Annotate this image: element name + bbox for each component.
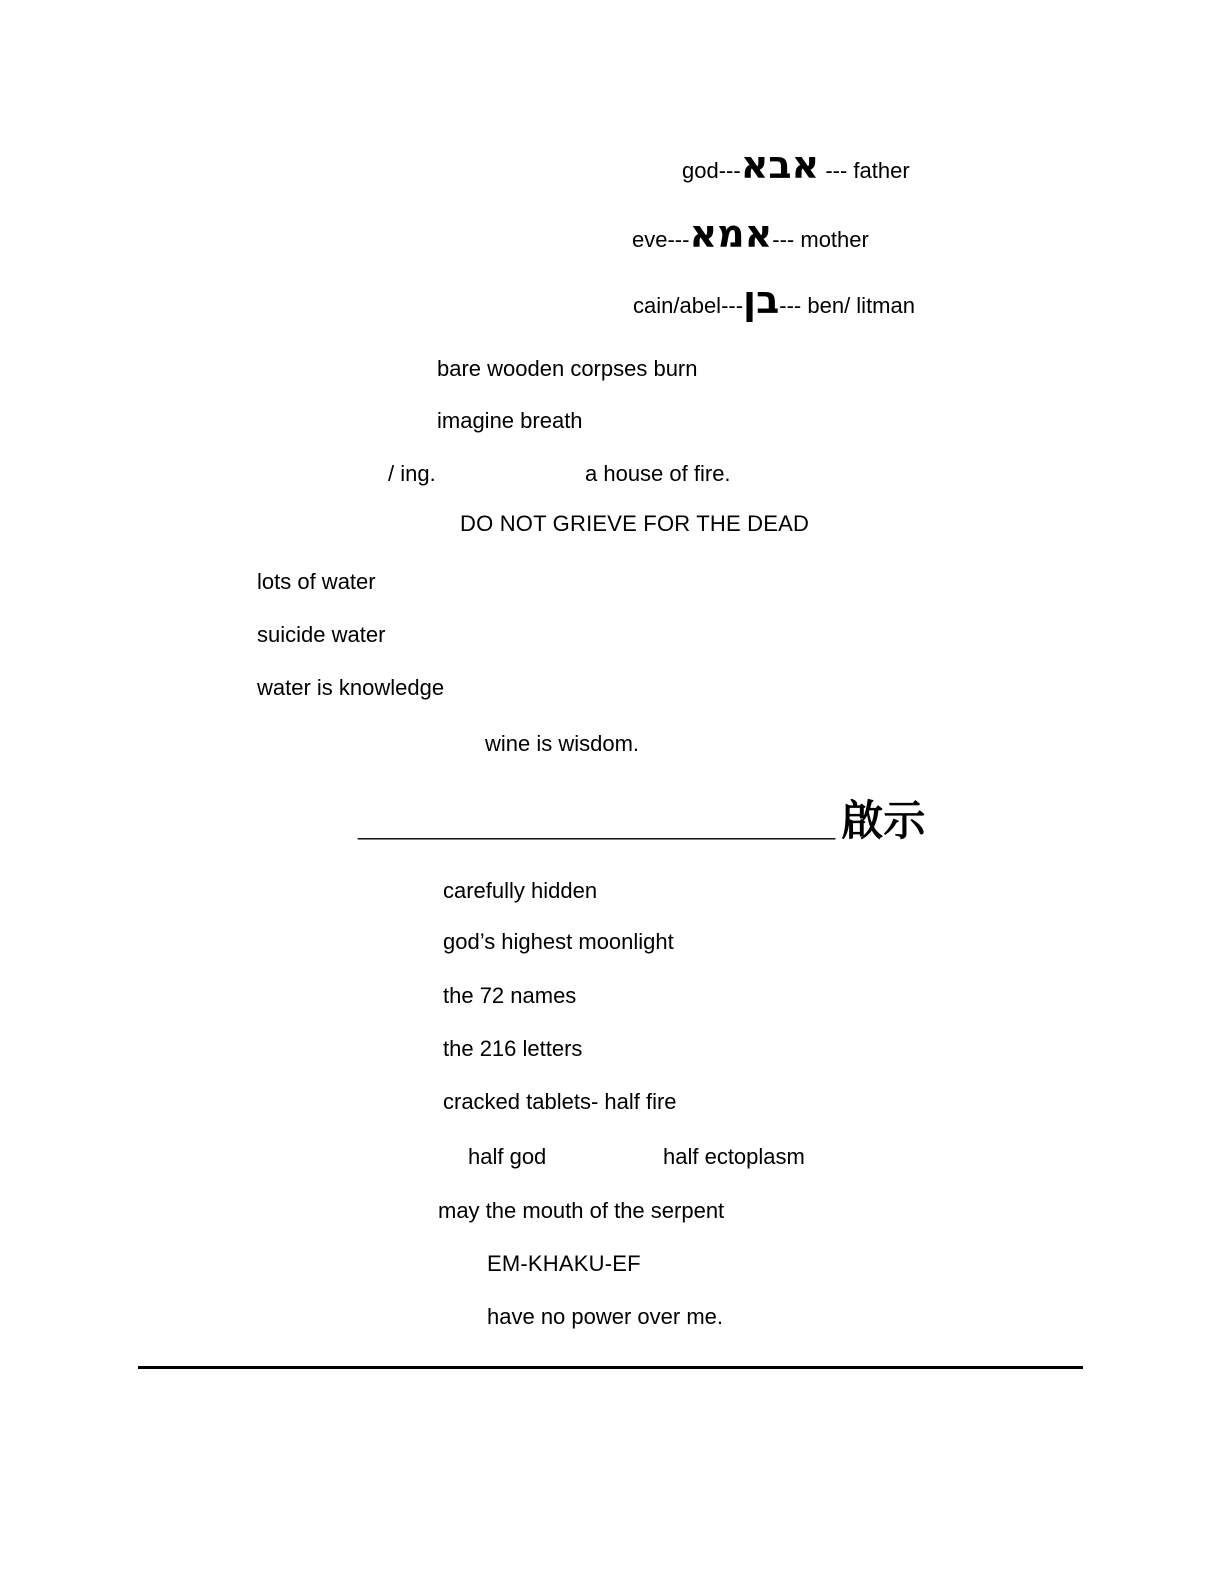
glossary-suffix: --- ben/ litman xyxy=(779,293,915,318)
underscore-rule: _______________________________________ xyxy=(358,815,836,840)
hebrew-word-abba: אבא xyxy=(740,143,820,187)
poem-line-lots-of-water: lots of water xyxy=(257,569,376,594)
poem-line-carefully-hidden: carefully hidden xyxy=(443,878,598,903)
poem-line-mouth-of-serpent: may the mouth of the serpent xyxy=(438,1198,725,1223)
footer-rule xyxy=(138,1366,1083,1369)
poem-line-no-power-over-me: have no power over me. xyxy=(487,1304,724,1329)
poem-line-house-of-fire: a house of fire. xyxy=(585,461,731,486)
poem-line-cracked-tablets: cracked tablets- half fire xyxy=(443,1089,677,1114)
glossary-prefix: eve--- xyxy=(632,227,690,252)
hebrew-word-ima: אמא xyxy=(689,212,773,256)
poem-line-wine-is-wisdom: wine is wisdom. xyxy=(485,731,640,756)
poem-line-72-names: the 72 names xyxy=(443,983,577,1008)
poem-line-216-letters: the 216 letters xyxy=(443,1036,583,1061)
glossary-suffix: --- mother xyxy=(772,227,869,252)
hebrew-word-ben: בן xyxy=(743,278,780,322)
poem-line-gods-highest-moonlight: god’s highest moonlight xyxy=(443,929,674,954)
poem-line-imagine-breath: imagine breath xyxy=(437,408,583,433)
divider-line xyxy=(358,788,925,848)
glossary-suffix: --- father xyxy=(819,158,910,183)
glossary-line-cain-abel-ben xyxy=(633,278,915,322)
glossary-line-god-father xyxy=(682,143,910,187)
poem-line-water-is-knowledge: water is knowledge xyxy=(257,675,445,700)
poem-line-bare-wooden: bare wooden corpses burn xyxy=(437,356,698,381)
poem-line-ing: / ing. xyxy=(388,461,436,486)
glossary-prefix: god--- xyxy=(682,158,741,183)
poem-line-em-khaku-ef: EM-KHAKU-EF xyxy=(487,1251,641,1276)
chinese-word-revelation: 啟示 xyxy=(841,796,926,845)
poem-line-do-not-grieve: DO NOT GRIEVE FOR THE DEAD xyxy=(460,511,810,536)
poem-line-half-god: half god xyxy=(468,1144,547,1169)
glossary-prefix: cain/abel--- xyxy=(633,293,744,318)
poem-line-half-ectoplasm: half ectoplasm xyxy=(663,1144,805,1169)
poem-line-suicide-water: suicide water xyxy=(257,622,386,647)
glossary-line-eve-mother xyxy=(632,212,869,256)
